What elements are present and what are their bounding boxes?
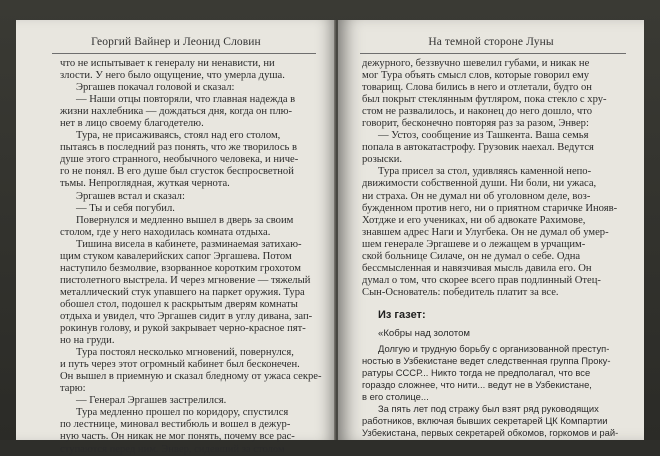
text-line: и путь через этот огромный кабинет был бесконечен.	[60, 359, 300, 371]
text-line: ской больнице Силаче, он не думал о себе. Одна	[362, 250, 581, 262]
text-line: — Ты и себя погубил.	[76, 202, 175, 214]
text-line: дежурного, беззвучно шевелил губами, и никак не	[362, 58, 590, 69]
text-line: Тура постоял несколько мгновений, повернулся,	[76, 347, 294, 359]
text-line: рокинув голову, и рукой закрывает черно-красное пят-	[60, 323, 306, 335]
text-line: тарю:	[60, 383, 86, 395]
right-body-text	[362, 58, 628, 299]
text-line: обошел стол, подошел к раскрытым дверям комнаты	[60, 298, 298, 310]
text-line: злости. У него было ощущение, что умерла душа.	[60, 70, 285, 82]
text-line: Тура медленно прошел по коридору, спустился	[76, 407, 289, 419]
text-line: — Устоз, сообщение из Ташкента. Ваша семья	[378, 130, 589, 142]
text-line: Узбекистана, первых секретарей обкомов, горкомов и рай-	[362, 427, 619, 439]
clipping-title: «Кобры над золотом	[378, 327, 471, 339]
text-line: ную часть. Он никак не мог понять, почему все рас-	[60, 431, 295, 443]
text-line: стом не развалилось, и наконец до него дошло, что	[362, 106, 592, 118]
text-line: Он вышел в приемную и сказал бледному от ужаса секре-	[60, 371, 322, 383]
text-line: товарищ. Слова бились в него и отлетали, будто он	[362, 82, 592, 94]
clipping-text	[362, 343, 628, 439]
text-line: в его столице...	[362, 391, 429, 403]
text-line: гораздо сложнее, что нити... ведут не в Узбекистане,	[362, 379, 592, 391]
text-line: ратуры СССР... Никто тогда не предполагал, что все	[362, 367, 591, 379]
text-line: по лестнице, миновал вестибюль и вошел в дежур-	[60, 419, 291, 431]
text-line: столом, где у него находилась комната отдыха.	[60, 226, 271, 238]
right-page-text	[362, 58, 628, 439]
text-line: Повернулся и медленно вышел в дверь за своим	[76, 214, 294, 226]
text-line: — Наши отцы повторяли, что главная надежда в	[76, 94, 296, 106]
text-line: металлический стук упавшего на паркет оружия. Тура	[60, 286, 305, 298]
text-line: Тура, не присаживаясь, стоял над его столом,	[76, 130, 281, 142]
text-line: наступило безмолвие, взорванное коротким грохотом	[60, 262, 301, 274]
text-line: розыски.	[362, 154, 403, 166]
text-line: Эргашев покачал головой и сказал:	[76, 82, 235, 94]
text-line: движимости собственной души. Ни боли, ни ужаса,	[362, 178, 597, 190]
text-line: бессмысленная и навязчивая мысль давила его. Он	[362, 262, 592, 274]
text-line: был покрыт стеклянным футляром, пока стекло с хру-	[362, 94, 607, 106]
text-line: пистолетного выстрела. И через мгновение — тяжелый	[60, 274, 311, 286]
text-line: душе этого странного, необычного человека, и ниче-	[60, 154, 299, 166]
text-line: знавшем адрес Наги и Улугбека. Он не думал об умер-	[362, 226, 609, 238]
text-line: попала в автокатастрофу. Грузовик наехал. Ведутся	[362, 142, 594, 154]
text-line: Сын-Основатель: победитель платит за все.	[362, 286, 559, 298]
text-line: — Генерал Эргашев застрелился.	[76, 395, 227, 407]
text-line: Эргашев встал и сказал:	[76, 190, 185, 202]
text-line: говорит, бесконечно повторяя раз за разом, Энвер:	[362, 118, 589, 130]
text-line: Тишина висела в кабинете, разминаемая затихаю-	[76, 238, 302, 250]
right-header-rule	[360, 53, 626, 54]
text-line: пытаясь в последний раз понять, что же творилось в	[60, 142, 298, 154]
text-line: отдыха и увидел, что Эргашев сидит в углу дивана, зап-	[60, 310, 313, 322]
text-line: За пять лет под стражу был взят ряд руководящих	[378, 403, 599, 415]
left-header-rule	[52, 53, 316, 54]
text-line: ступаются перед ним. Энвер, сидевший за столом	[60, 443, 285, 455]
text-line: мог Тура объять смысл слов, которые говорил ему	[362, 70, 590, 82]
text-line: шем генерале Эргашеве и о лежащем в урчащим-	[362, 238, 586, 250]
left-page	[16, 20, 336, 455]
section-heading: Из газет:	[378, 308, 426, 321]
text-line: жизни нахлебника — дождаться дня, когда он плю-	[60, 106, 293, 118]
text-line: работников, включая бывших секретарей ЦК Компартии	[362, 415, 608, 427]
text-line: бужденном против него, ни о приятном старичке Инояв-	[362, 202, 618, 214]
text-line: тьмы. Непроглядная, жуткая чернота.	[60, 178, 230, 190]
right-page	[338, 20, 644, 440]
text-line: Долгую и трудную борьбу с организованной преступ-	[378, 342, 610, 354]
text-line: что не испытывает к генералу ни ненависти, ни	[60, 58, 275, 69]
text-line: го не понял. В его душе был сгусток беспросветной	[60, 166, 294, 178]
text-line: нет в лицо своему благодетелю.	[60, 118, 204, 130]
text-line: ни страха. Он не думал ни об уголовном деле, воз-	[362, 190, 591, 202]
left-running-head: Георгий Вайнер и Леонид Словин	[91, 36, 261, 48]
text-line: думал о том, что скорее всего прав подлинный Отец-	[362, 274, 601, 286]
text-line: ностью в Узбекистане ведет следственная группа Проку-	[362, 354, 611, 366]
left-page-text	[60, 58, 324, 456]
text-line: щим стуком кавалерийских сапог Эргашева. Потом	[60, 250, 292, 262]
text-line: но на груди.	[60, 335, 115, 347]
right-running-head: На темной стороне Луны	[428, 36, 554, 48]
text-line: Хотдже и его учениках, ни об адвокате Рахимове,	[362, 214, 586, 226]
text-line: Тура присел за стол, удивляясь каменной непо-	[378, 166, 592, 178]
